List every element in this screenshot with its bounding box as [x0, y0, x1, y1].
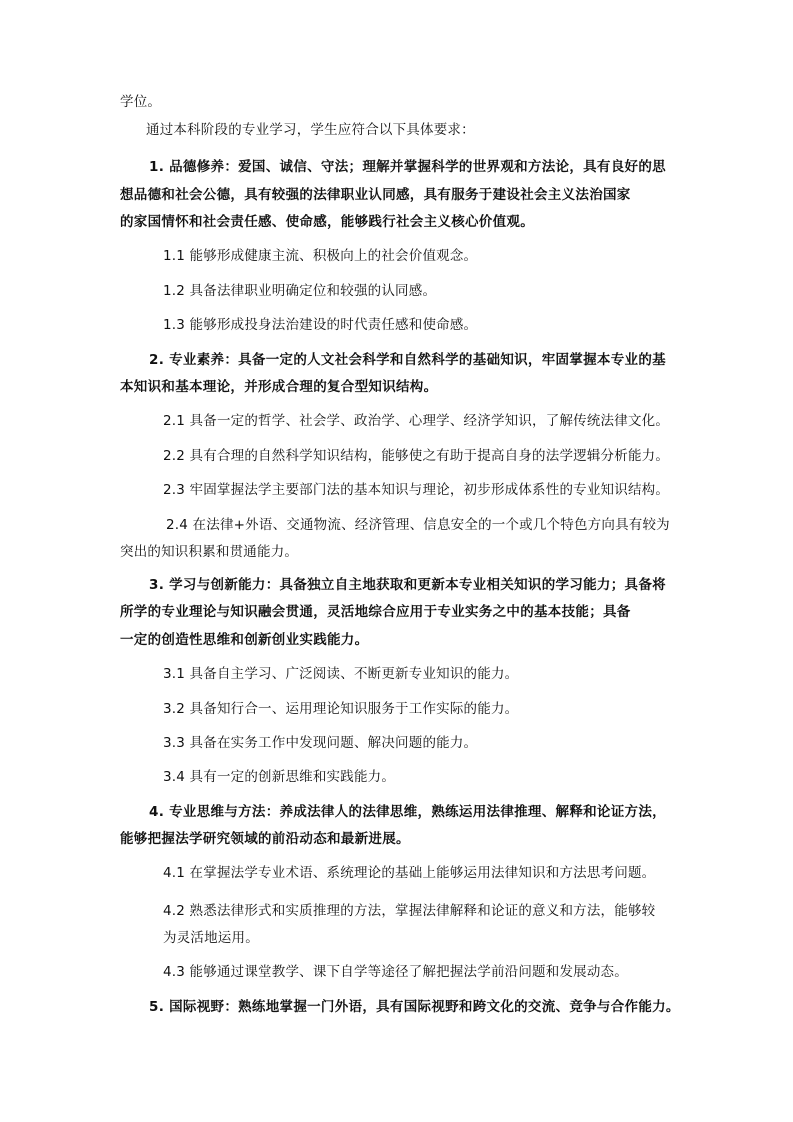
item-1-2: 1.2 具备法律职业明确定位和较强的认同感。 — [163, 283, 437, 299]
item-4-2-line-2: 为灵活地运用。 — [163, 930, 259, 946]
item-1-1: 1.1 能够形成健康主流、积极向上的社会价值观念。 — [163, 248, 478, 264]
intro-tail-text: 学位。 — [120, 94, 162, 110]
section-2-heading-line-1: 2. 专业素养：具备一定的人文社会科学和自然科学的基础知识，牢固掌握本专业的基 — [149, 352, 666, 368]
section-3-heading-line-2: 所学的专业理论与知识融会贯通，灵活地综合应用于专业实务之中的基本技能；具备 — [120, 604, 631, 620]
section-5-heading-line-1: 5. 国际视野：熟练地掌握一门外语，具有国际视野和跨文化的交流、竞争与合作能力。 — [149, 999, 680, 1015]
item-3-4: 3.4 具有一定的创新思维和实践能力。 — [163, 769, 396, 785]
section-3-heading-line-3: 一定的创造性思维和创新创业实践能力。 — [120, 632, 369, 648]
section-1-heading-line-3: 的家国情怀和社会责任感、使命感，能够践行社会主义核心价值观。 — [120, 214, 534, 230]
item-3-1: 3.1 具备自主学习、广泛阅读、不断更新专业知识的能力。 — [163, 666, 519, 682]
item-3-3: 3.3 具备在实务工作中发现问题、解决问题的能力。 — [163, 735, 478, 751]
item-2-3: 2.3 牢固掌握法学主要部门法的基本知识与理论，初步形成体系性的专业知识结构。 — [163, 482, 670, 498]
item-3-2: 3.2 具备知行合一、运用理论知识服务于工作实际的能力。 — [163, 701, 519, 717]
section-4-heading-line-2: 能够把握法学研究领域的前沿动态和最新进展。 — [120, 831, 410, 847]
intro-lead-text: 通过本科阶段的专业学习，学生应符合以下具体要求： — [146, 122, 475, 138]
section-4-heading-line-1: 4. 专业思维与方法：养成法律人的法律思维，熟练运用法律推理、解释和论证方法， — [149, 804, 666, 820]
item-2-2: 2.2 具有合理的自然科学知识结构，能够使之有助于提高自身的法学逻辑分析能力。 — [163, 448, 670, 464]
section-1-heading-line-1: 1. 品德修养：爱国、诚信、守法；理解并掌握科学的世界观和方法论，具有良好的思 — [149, 159, 666, 175]
item-2-1: 2.1 具备一定的哲学、社会学、政治学、心理学、经济学知识，了解传统法律文化。 — [163, 413, 670, 429]
item-4-1: 4.1 在掌握法学专业术语、系统理论的基础上能够运用法律知识和方法思考问题。 — [163, 865, 656, 881]
item-1-3: 1.3 能够形成投身法治建设的时代责任感和使命感。 — [163, 317, 478, 333]
item-4-2-line-1: 4.2 熟悉法律形式和实质推理的方法，掌握法律解释和论证的意义和方法，能够较 — [163, 903, 656, 919]
item-2-4-line-2: 突出的知识积累和贯通能力。 — [120, 544, 299, 560]
item-4-3: 4.3 能够通过课堂教学、课下自学等途径了解把握法学前沿问题和发展动态。 — [163, 964, 628, 980]
section-2-heading-line-2: 本知识和基本理论，并形成合理的复合型知识结构。 — [120, 379, 438, 395]
section-3-heading-line-1: 3. 学习与创新能力：具备独立自主地获取和更新本专业相关知识的学习能力；具备将 — [149, 577, 666, 593]
item-2-4-line-1: 2.4 在法律+外语、交通物流、经济管理、信息安全的一个或几个特色方向具有较为 — [166, 517, 670, 533]
section-1-heading-line-2: 想品德和社会公德，具有较强的法律职业认同感，具有服务于建设社会主义法治国家 — [120, 187, 631, 203]
